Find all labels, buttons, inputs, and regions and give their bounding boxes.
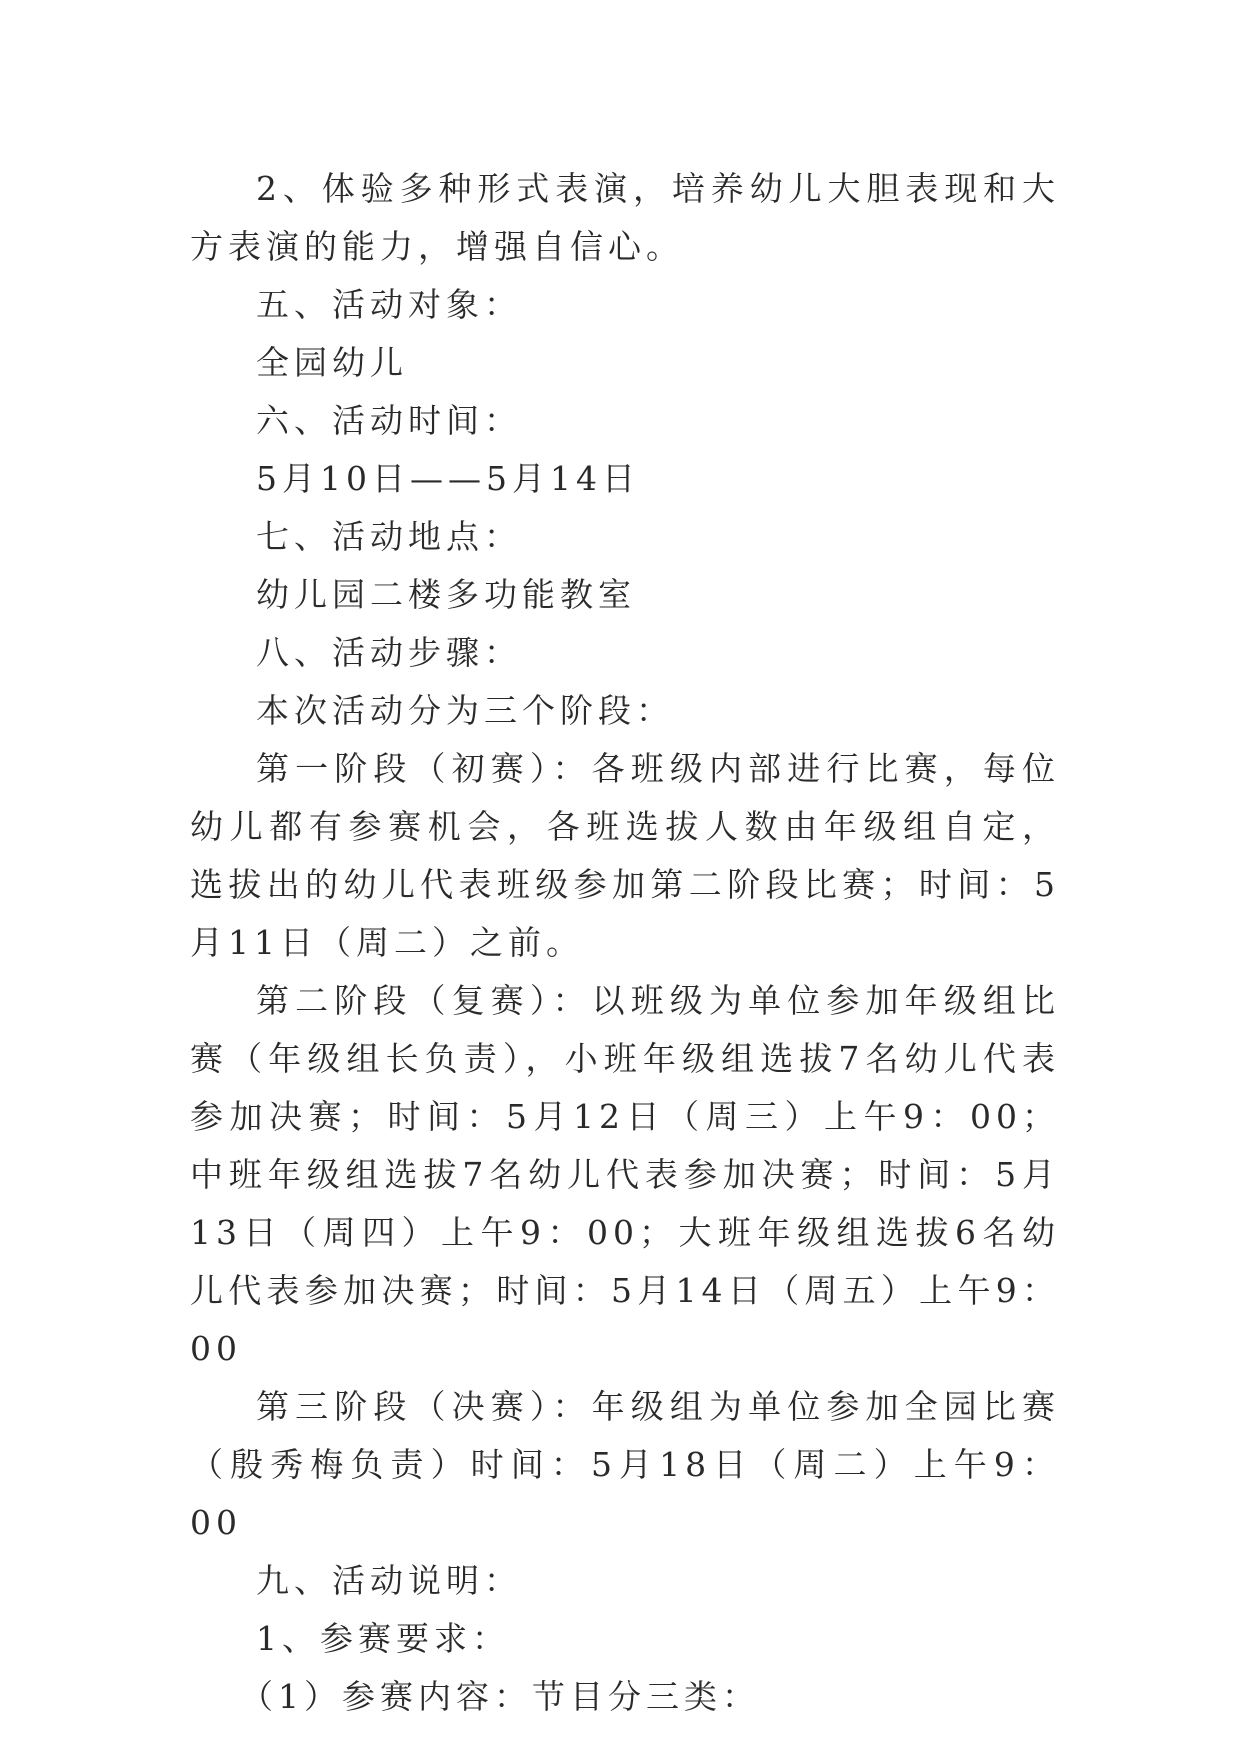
paragraph-content-categories: （1）参赛内容：节目分三类： [240,1677,760,1716]
paragraph-requirements: 1、参赛要求： [256,1619,510,1658]
paragraph-stages-intro: 本次活动分为三个阶段： [256,691,674,730]
heading-activity-location: 七、活动地点： [256,517,522,556]
paragraph-stage-1: 第一阶段（初赛）：各班级内部进行比赛，每位幼儿都有参赛机会，各班选拔人数由年级组自定，选拔出的幼儿代表班级参加第二阶段比赛；时间：5月11日（周二）之前。 [190,749,1060,962]
heading-activity-target: 五、活动对象： [256,285,522,324]
heading-activity-time: 六、活动时间： [256,401,522,440]
paragraph-stage-2: 第二阶段（复赛）：以班级为单位参加年级组比赛（年级组长负责），小班年级组选拔7名幼儿代表参加决赛；时间：5月12日（周三）上午9：00；中班年级组选拔7名幼儿代表参加决赛；时间：5月13日（周四）上午9：00；大班年级组选拔6名幼儿代表参加决赛；时间：5月14日（周五）上午9：00 [190,981,1060,1368]
paragraph-activity-target: 全园幼儿 [256,343,408,382]
heading-activity-notes: 九、活动说明： [256,1561,522,1600]
paragraph-stage-3: 第三阶段（决赛）：年级组为单位参加全园比赛（殷秀梅负责）时间：5月18日（周二）上午9：00 [190,1387,1060,1542]
paragraph-activity-time: 5月10日——5月14日 [256,459,640,498]
paragraph-goal-2: 2、体验多种形式表演，培养幼儿大胆表现和大方表演的能力，增强自信心。 [190,169,1060,266]
document-page [190,160,1060,1726]
paragraph-activity-location: 幼儿园二楼多功能教室 [256,575,636,614]
heading-activity-steps: 八、活动步骤： [256,633,522,672]
